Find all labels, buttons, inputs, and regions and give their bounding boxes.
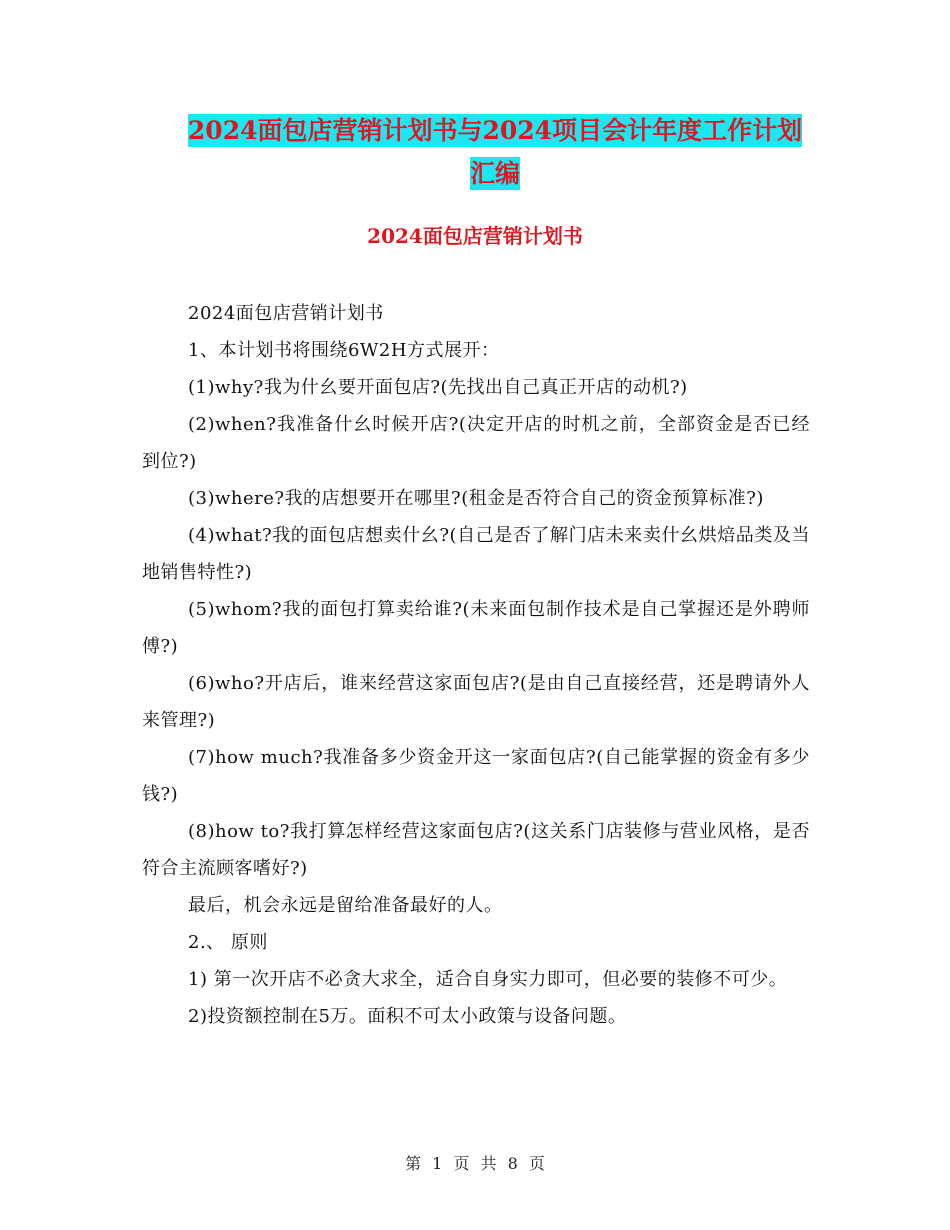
paragraph: (6)who?开店后，谁来经营这家面包店?(是由自己直接经营，还是聘请外人来管理?) [142, 673, 810, 731]
paragraph: (1)why?我为什幺要开面包店?(先找出自己真正开店的动机?) [188, 377, 688, 398]
paragraph: 2.、 原则 [188, 932, 268, 953]
title-text-2: 汇编 [469, 159, 520, 188]
section-title: 2024面包店营销计划书 [367, 224, 583, 248]
page-number-footer: 第 1 页 共 8 页 [405, 1154, 545, 1173]
paragraph: (5)whom?我的面包打算卖给谁?(未来面包制作技术是自己掌握还是外聘师傅?) [142, 599, 810, 657]
paragraph: (7)how much?我准备多少资金开这一家面包店?(自己能掌握的资金有多少钱?) [142, 747, 810, 805]
document-body [142, 295, 810, 1035]
document-title-line-1 [140, 116, 850, 146]
paragraph: (4)what?我的面包店想卖什幺?(自己是否了解门店未来卖什幺烘焙品类及当地销售特性?) [142, 525, 810, 583]
paragraph: (8)how to?我打算怎样经营这家面包店?(这关系门店装修与营业风格，是否符合主流顾客嗜好?) [142, 821, 810, 879]
paragraph: (2)when?我准备什幺时候开店?(决定开店的时机之前，全部资金是否已经到位?) [142, 414, 811, 472]
title-text-1: 2024面包店营销计划书与2024项目会计年度工作计划 [187, 116, 803, 145]
document-title-line-2 [140, 159, 850, 189]
paragraph: 1、本计划书将围绕6W2H方式展开： [188, 340, 500, 361]
paragraph: 1) 第一次开店不必贪大求全，适合自身实力即可，但必要的装修不可少。 [188, 969, 788, 990]
paragraph: 2024面包店营销计划书 [188, 303, 384, 324]
paragraph: (3)where?我的店想要开在哪里?(租金是否符合自己的资金预算标准?) [188, 488, 764, 509]
paragraph: 最后，机会永远是留给准备最好的人。 [188, 895, 503, 916]
paragraph: 2)投资额控制在5万。面积不可太小政策与设备问题。 [188, 1006, 627, 1027]
